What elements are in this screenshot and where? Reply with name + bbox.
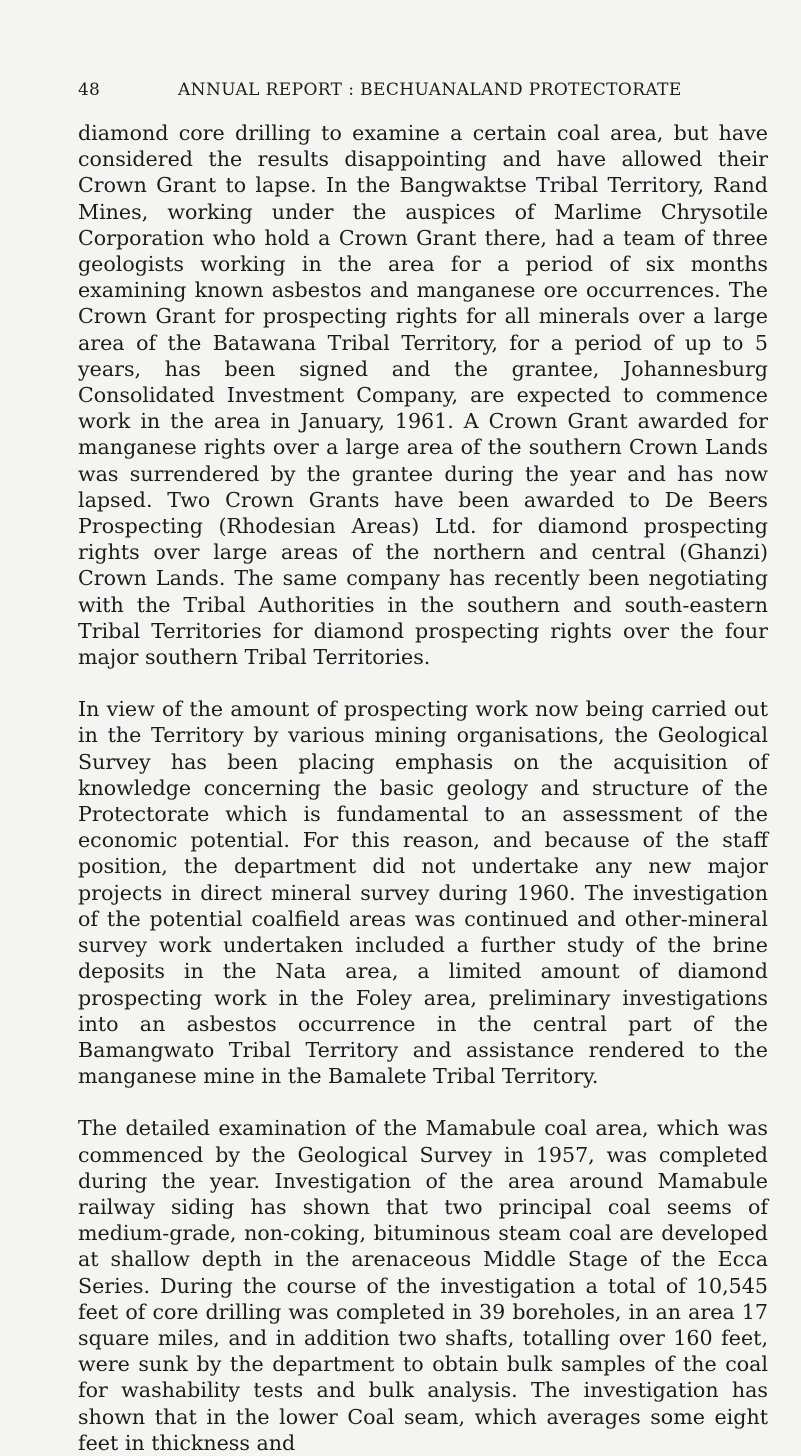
page-number: 48 bbox=[78, 80, 101, 100]
page-header bbox=[78, 78, 768, 102]
paragraph: The detailed examination of the Mamabule coal area, which was commenced by the Geological Survey in 1957, was completed during the year. Investigation of the area around Mamabule railway siding has shown that two principal coal seems of medium-grade, non-coking, bituminous steam coal are developed at shallow depth in the arenaceous Middle Stage of the Ecca Series. During the course of the investigation a total of 10,545 feet of core drilling was completed in 39 boreholes, in an area 17 square miles, and in addition two shafts, totalling over 160 feet, were sunk by the department to obtain bulk samples of the coal for washability tests and bulk analysis. The investigation has shown that in the lower Coal seam, which averages some eight feet in thickness and bbox=[78, 1116, 768, 1455]
body-text bbox=[78, 120, 768, 1456]
running-head: ANNUAL REPORT : BECHUANALAND PROTECTORATE bbox=[178, 80, 682, 100]
paragraph: In view of the amount of prospecting work now being carried out in the Territory by various mining organisations, the Geological Survey has been placing emphasis on the acquisition of knowledge concerning the basic geology and structure of the Protectorate which is fundamental to an assessment of the economic potential. For this reason, and because of the staff position, the department did not undertake any new major projects in direct mineral survey during 1960. The investigation of the potential coalfield areas was continued and other-mineral survey work undertaken included a further study of the brine deposits in the Nata area, a limited amount of diamond prospecting work in the Foley area, preliminary investigations into an asbestos occurrence in the central part of the Bamangwato Tribal Territory and assistance rendered to the manganese mine in the Bamalete Tribal Territory. bbox=[78, 697, 768, 1089]
paragraph: diamond core drilling to examine a certain coal area, but have considered the results disappointing and have allowed their Crown Grant to lapse. In the Bangwaktse Tribal Territory, Rand Mines, working under the auspices of Marlime Chrysotile Corporation who hold a Crown Grant there, had a team of three geologists working in the area for a period of six months examining known asbestos and manganese ore occurrences. The Crown Grant for prospecting rights for all minerals over a large area of the Batawana Tribal Territory, for a period of up to 5 years, has been signed and the grantee, Johannesburg Consolidated Investment Company, are expected to commence work in the area in January, 1961. A Crown Grant awarded for manganese rights over a large area of the southern Crown Lands was surrendered by the grantee during the year and has now lapsed. Two Crown Grants have been awarded to De Beers Prospecting (Rhodesian Areas) Ltd. for diamond prospecting rights over large areas of the northern and central (Ghanzi) Crown Lands. The same company has recently been negotiating with the Tribal Authorities in the southern and south-eastern Tribal Territories for diamond prospecting rights over the four major southern Tribal Territories. bbox=[78, 121, 768, 670]
